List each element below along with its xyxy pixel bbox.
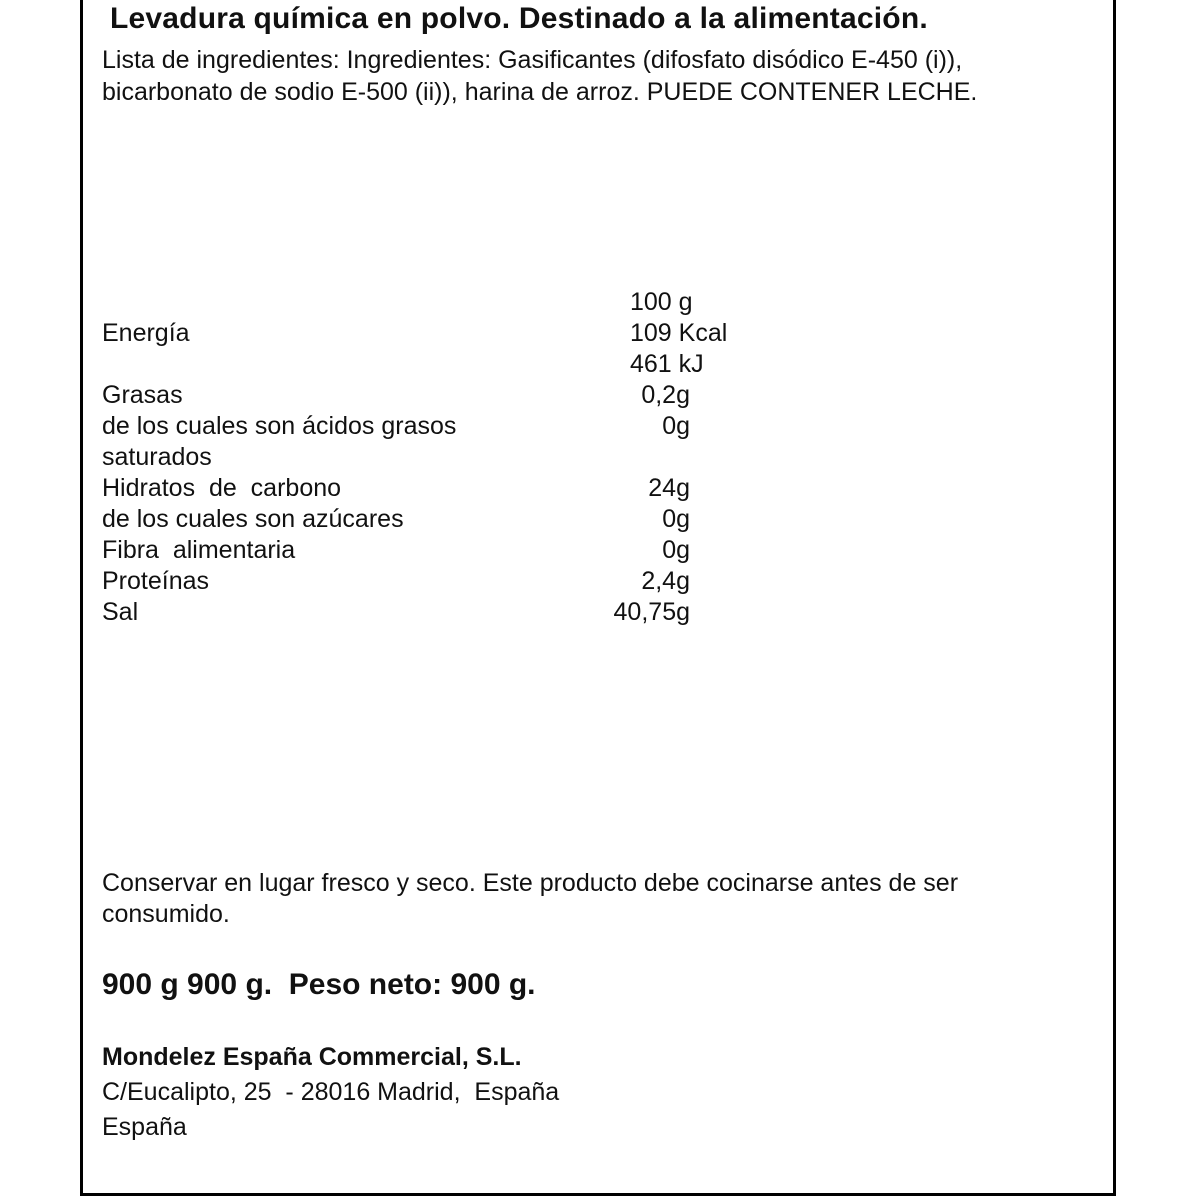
ingredients-text-line-1: Lista de ingredientes: Ingredientes: Gasificantes (difosfato disódico E-450 (i)),: [102, 46, 963, 74]
nutrient-value: 0g: [662, 412, 690, 440]
storage-text-line-2: consumido.: [102, 900, 230, 928]
nutrition-row-energy-kj: [102, 349, 742, 380]
storage-text-line-1: Conservar en lugar fresco y seco. Este producto debe cocinarse antes de ser: [102, 869, 959, 897]
energy-label: Energía: [102, 319, 190, 347]
nutrition-row: [102, 504, 742, 535]
nutrient-value: 2,4g: [641, 567, 690, 595]
nutrient-label: de los cuales son ácidos grasos: [102, 412, 457, 440]
nutrient-label: Proteínas: [102, 567, 210, 595]
nutrient-value: 0g: [662, 505, 690, 533]
nutrient-label: de los cuales son azúcares: [102, 505, 404, 533]
net-weight: 900 g 900 g. Peso neto: 900 g.: [102, 968, 536, 1001]
nutrition-row: [102, 597, 742, 628]
nutrient-label: Grasas: [102, 381, 183, 409]
ingredients-text-line-2: bicarbonato de sodio E-500 (ii)), harina de arroz. PUEDE CONTENER LECHE.: [102, 78, 978, 106]
nutrient-label: Sal: [102, 598, 139, 626]
nutrition-table: [102, 287, 742, 628]
nutrient-label: Hidratos de carbono: [102, 474, 342, 502]
energy-kj-value: 461 kJ: [630, 350, 704, 378]
company-country: España: [102, 1113, 187, 1141]
nutrition-row-energy: [102, 318, 742, 349]
nutrition-row: [102, 566, 742, 597]
nutrient-value: 40,75g: [613, 598, 690, 626]
nutrition-row: [102, 535, 742, 566]
company-name: Mondelez España Commercial, S.L.: [102, 1043, 522, 1071]
company-address: C/Eucalipto, 25 - 28016 Madrid, España: [102, 1078, 560, 1106]
nutrient-label: Fibra alimentaria: [102, 536, 296, 564]
energy-kcal-value: 109 Kcal: [630, 319, 728, 347]
nutrition-row: [102, 473, 742, 504]
nutrient-value: 24g: [648, 474, 690, 502]
nutrient-value: 0g: [662, 536, 690, 564]
nutrition-row: [102, 411, 742, 442]
nutrition-row: [102, 380, 742, 411]
nutrient-value: 0,2g: [641, 381, 690, 409]
product-title: Levadura química en polvo. Destinado a la alimentación.: [110, 2, 928, 35]
nutrition-row: [102, 442, 742, 473]
nutrition-header: 100 g: [630, 288, 693, 316]
nutrition-header-row: [102, 287, 742, 318]
nutrient-label: saturados: [102, 443, 212, 471]
